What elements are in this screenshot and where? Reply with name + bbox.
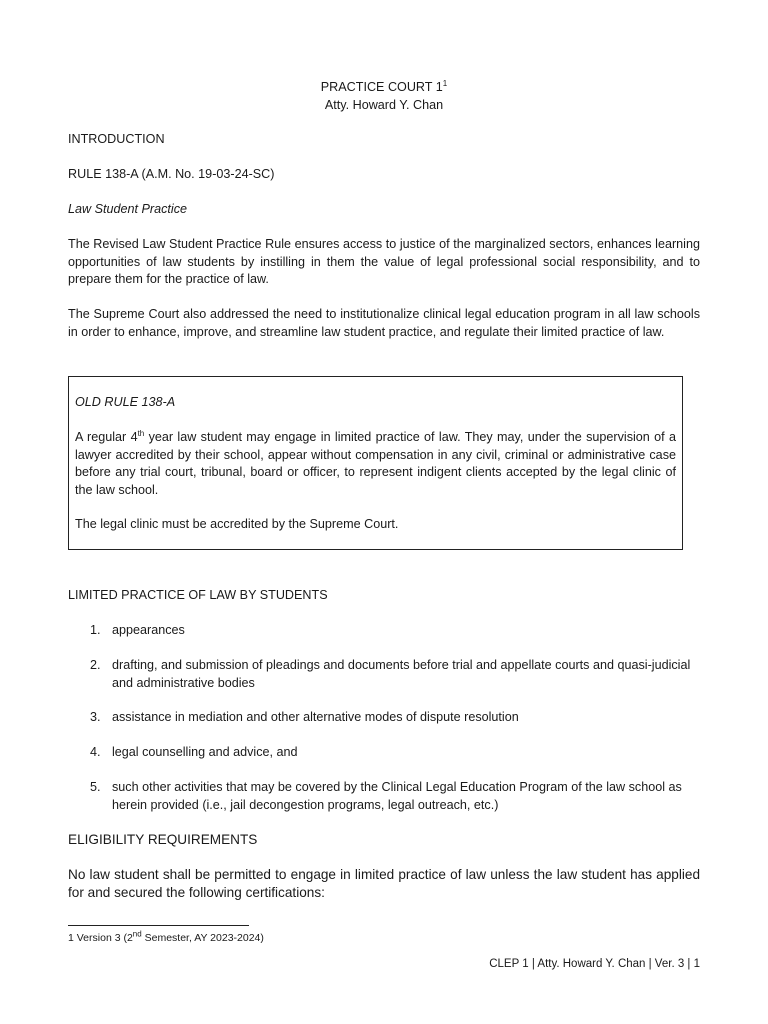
author-line: Atty. Howard Y. Chan (324, 98, 444, 112)
old-rule-para-1-start: A regular 4 (75, 430, 138, 444)
rule-heading: RULE 138-A (A.M. No. 19-03-24-SC) (68, 167, 275, 181)
list-item-text: appearances (112, 623, 185, 637)
list-item-text: such other activities that may be covered by the Clinical Legal Education Program of the law school as herein provided (i.e., jail decongestion programs, legal outreach, etc.) (112, 780, 682, 812)
old-rule-heading: OLD RULE 138-A (75, 395, 176, 409)
list-item-text: drafting, and submission of pleadings and documents before trial and appellate courts and quasi-judicial and administrative bodies (112, 658, 691, 690)
list-item-number: 4. (90, 745, 101, 759)
list-item-number: 5. (90, 780, 101, 794)
list-item-number: 2. (90, 658, 101, 672)
list-item-text: legal counselling and advice, and (112, 745, 298, 759)
footnote-text-rest: Semester, AY 2023-2024) (141, 932, 264, 944)
eligibility-heading: ELIGIBILITY REQUIREMENTS (68, 832, 258, 847)
list-item-text: assistance in mediation and other alternative modes of dispute resolution (112, 710, 519, 724)
old-rule-box (68, 376, 683, 550)
introduction-heading: INTRODUCTION (68, 132, 165, 146)
page-title (0, 79, 768, 97)
old-rule-paragraph-1 (75, 429, 676, 499)
intro-paragraph-1: The Revised Law Student Practice Rule ensures access to justice of the marginalized sectors, enhances learning opportunities of law students by instilling in them the value of legal professional social responsibility, and to prepare them for the practice of law. (68, 237, 700, 286)
intro-paragraph-2: The Supreme Court also addressed the need to institutionalize clinical legal education program in all law schools in order to enhance, improve, and streamline law student practice, and regulate their limited practice of law. (68, 307, 700, 339)
limited-practice-heading: LIMITED PRACTICE OF LAW BY STUDENTS (68, 588, 328, 602)
eligibility-paragraph: No law student shall be permitted to engage in limited practice of law unless the law student has applied for and secured the following certifications: (68, 867, 700, 900)
list-item-number: 3. (90, 710, 101, 724)
footnote-separator (68, 925, 249, 926)
old-rule-paragraph-2: The legal clinic must be accredited by the Supreme Court. (75, 517, 399, 531)
page-title-text: PRACTICE COURT 1 (320, 80, 443, 94)
list-item-number: 1. (90, 623, 101, 637)
page-footer: CLEP 1 | Atty. Howard Y. Chan | Ver. 3 | 1 (489, 958, 700, 970)
footnote (68, 931, 264, 945)
subheading-law-student-practice: Law Student Practice (68, 202, 188, 216)
title-footnote-ref: 1 (442, 78, 448, 88)
footnote-ordinal-superscript: nd (132, 929, 142, 939)
footnote-text-start: 1 Version 3 (2 (68, 932, 133, 944)
old-rule-para-1-rest: year law student may engage in limited practice of law. They may, under the supervision of a lawyer accredited by their school, appear without compensation in any civil, criminal or administrative case before any trial court, tribunal, board or officer, to represent indigent clients accepted by the legal clinic of the law school. (75, 430, 676, 497)
ordinal-superscript: th (137, 428, 145, 438)
